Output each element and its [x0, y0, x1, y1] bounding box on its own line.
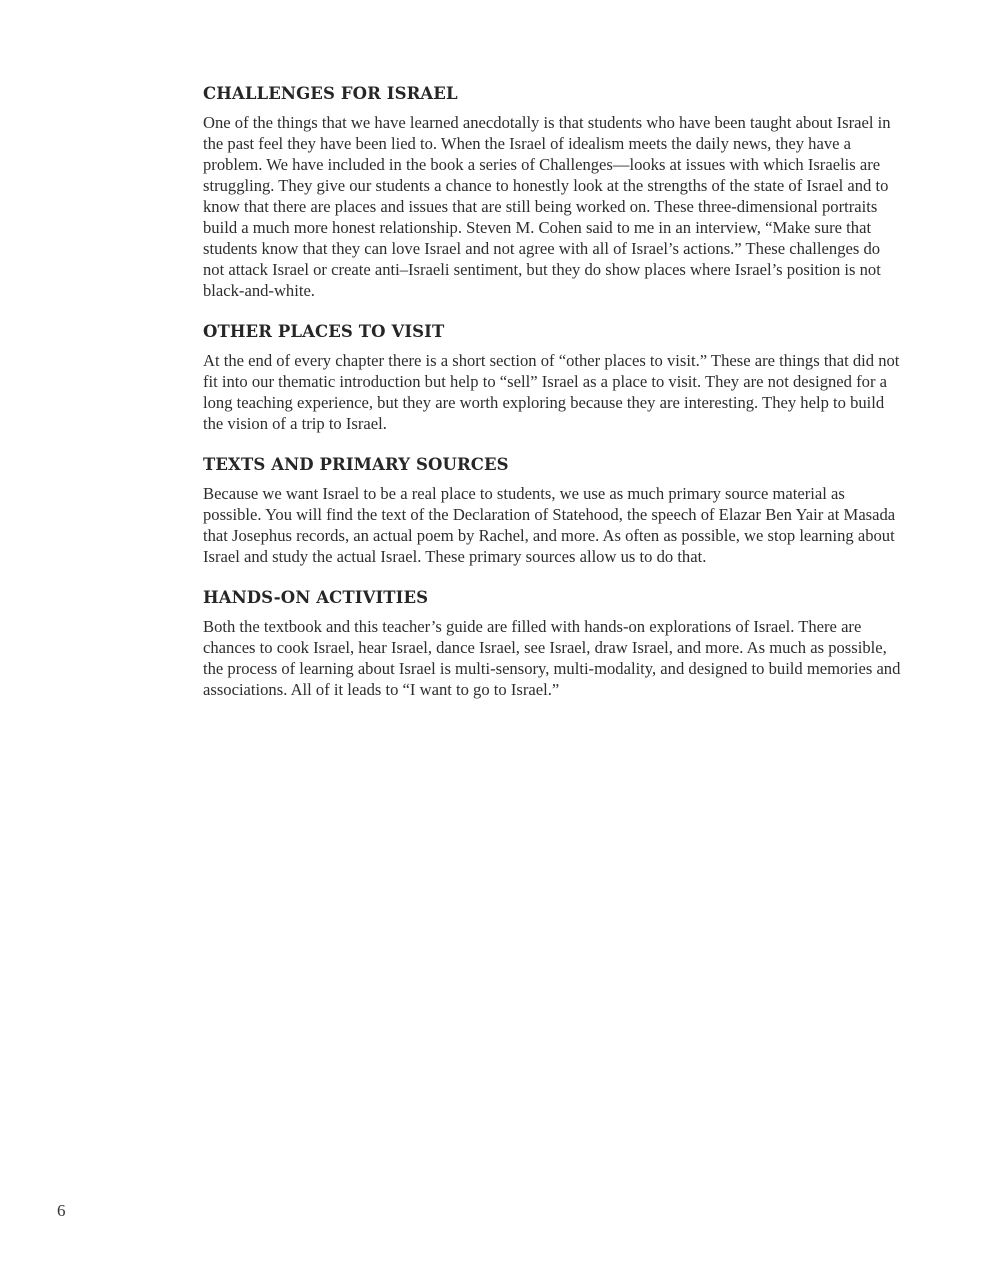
section-texts-and-primary-sources — [203, 453, 903, 567]
section-hands-on-activities — [203, 586, 903, 700]
page-number: 6 — [57, 1201, 66, 1220]
section-other-places-to-visit — [203, 320, 903, 434]
section-heading: TEXTS AND PRIMARY SOURCES — [203, 455, 509, 474]
section-body: One of the things that we have learned anecdotally is that students who have been taught about Israel in the past feel they have been lied to. When the Israel of idealism meets the daily news, they have a problem. We have included in the book a series of Challenges—looks at issues with which Israelis are struggling. They give our students a chance to honestly look at the strengths of the state of Israel and to know that there are places and issues that are still being worked on. These three-dimensional portraits build a much more honest relationship. Steven M. Cohen said to me in an interview, “Make sure that students know that they can love Israel and not agree with all of Israel’s actions.” These challenges do not attack Israel or create anti–Israeli sentiment, but they do show places where Israel’s position is not black-and-white. — [203, 113, 891, 300]
section-challenges-for-israel — [203, 82, 903, 301]
section-body: Because we want Israel to be a real place to students, we use as much primary source material as possible. You will find the text of the Declaration of Statehood, the speech of Elazar Ben Yair at Masada that Josephus records, an actual poem by Rachel, and more. As often as possible, we stop learning about Israel and study the actual Israel. These primary sources allow us to do that. — [203, 484, 896, 566]
section-heading: CHALLENGES FOR ISRAEL — [203, 84, 458, 103]
section-body: Both the textbook and this teacher’s guide are filled with hands-on explorations of Israel. There are chances to cook Israel, hear Israel, dance Israel, see Israel, draw Israel, and more. As much as possible, the process of learning about Israel is multi-sensory, multi-modality, and designed to build memories and associations. All of it leads to “I want to go to Israel.” — [203, 617, 901, 699]
section-heading: HANDS-ON ACTIVITIES — [203, 588, 429, 607]
section-body: At the end of every chapter there is a short section of “other places to visit.” These are things that did not fit into our thematic introduction but help to “sell” Israel as a place to visit. They are not designed for a long teaching experience, but they are worth exploring because they are interesting. They help to build the vision of a trip to Israel. — [203, 351, 900, 433]
section-heading: OTHER PLACES TO VISIT — [203, 322, 445, 341]
main-content — [203, 82, 903, 719]
